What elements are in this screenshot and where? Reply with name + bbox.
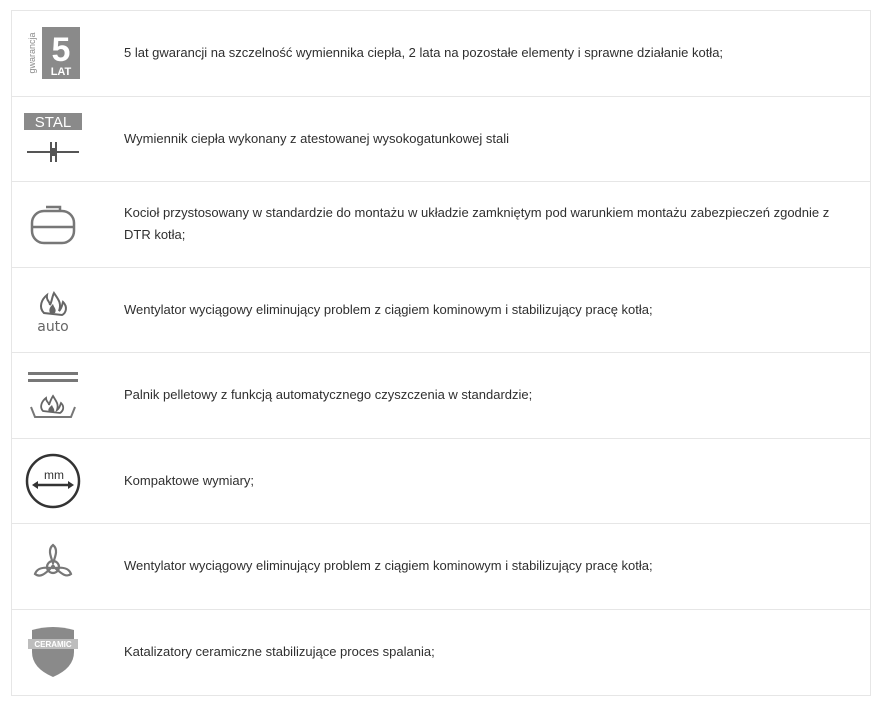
icon-cell (12, 524, 94, 609)
feature-row (12, 353, 870, 439)
icon-cell (12, 439, 94, 524)
feature-text: Palnik pelletowy z funkcją automatycznego czyszczenia w standardzie; (124, 387, 533, 403)
ceramic-shield-icon (27, 624, 79, 680)
icon-cell (12, 97, 94, 182)
svg-text:gwarancja: gwarancja (27, 32, 37, 74)
svg-text:5: 5 (51, 31, 71, 70)
auto-flame-icon (28, 285, 78, 335)
feature-text: 5 lat gwarancji na szczelność wymiennika ciepła, 2 lata na pozostałe elementy i sprawne działanie kotła; (124, 45, 724, 61)
icon-cell (12, 353, 94, 438)
feature-text: Kocioł przystosowany w standardzie do montażu w układzie zamkniętym pod warunkiem montażu zabezpieczeń zgodnie z DTR kotła; (124, 205, 830, 243)
fan-icon (28, 541, 78, 591)
svg-text:mm: mm (44, 467, 64, 482)
feature-row (12, 97, 870, 183)
feature-row (12, 439, 870, 525)
svg-text:STAL: STAL (34, 113, 72, 131)
svg-text:CERAMIC: CERAMIC (34, 640, 72, 650)
pellet-burner-icon (25, 367, 81, 423)
svg-text:LAT: LAT (50, 66, 72, 79)
feature-row (12, 182, 870, 268)
features-table (11, 10, 871, 696)
warranty-5-years-icon (25, 25, 81, 81)
icon-cell (12, 610, 94, 696)
feature-row (12, 610, 870, 696)
feature-text: Wymiennik ciepła wykonany z atestowanej wysokogatunkowej stali (124, 130, 510, 146)
feature-row (12, 11, 870, 97)
steel-icon (23, 111, 83, 167)
feature-row (12, 268, 870, 354)
icon-cell (12, 11, 94, 96)
svg-text:auto: auto (37, 318, 69, 335)
icon-cell (12, 268, 94, 353)
feature-text: Wentylator wyciągowy eliminujący problem z ciągiem kominowym i stabilizujący pracę kotła; (124, 301, 653, 317)
closed-system-tank-icon (28, 201, 78, 247)
feature-row (12, 524, 870, 610)
compact-dimensions-icon (24, 452, 82, 510)
icon-cell (12, 182, 94, 267)
feature-text: Kompaktowe wymiary; (124, 472, 255, 488)
feature-text: Katalizatory ceramiczne stabilizujące proces spalania; (124, 644, 435, 660)
feature-text: Wentylator wyciągowy eliminujący problem z ciągiem kominowym i stabilizujący pracę kotła; (124, 558, 653, 574)
